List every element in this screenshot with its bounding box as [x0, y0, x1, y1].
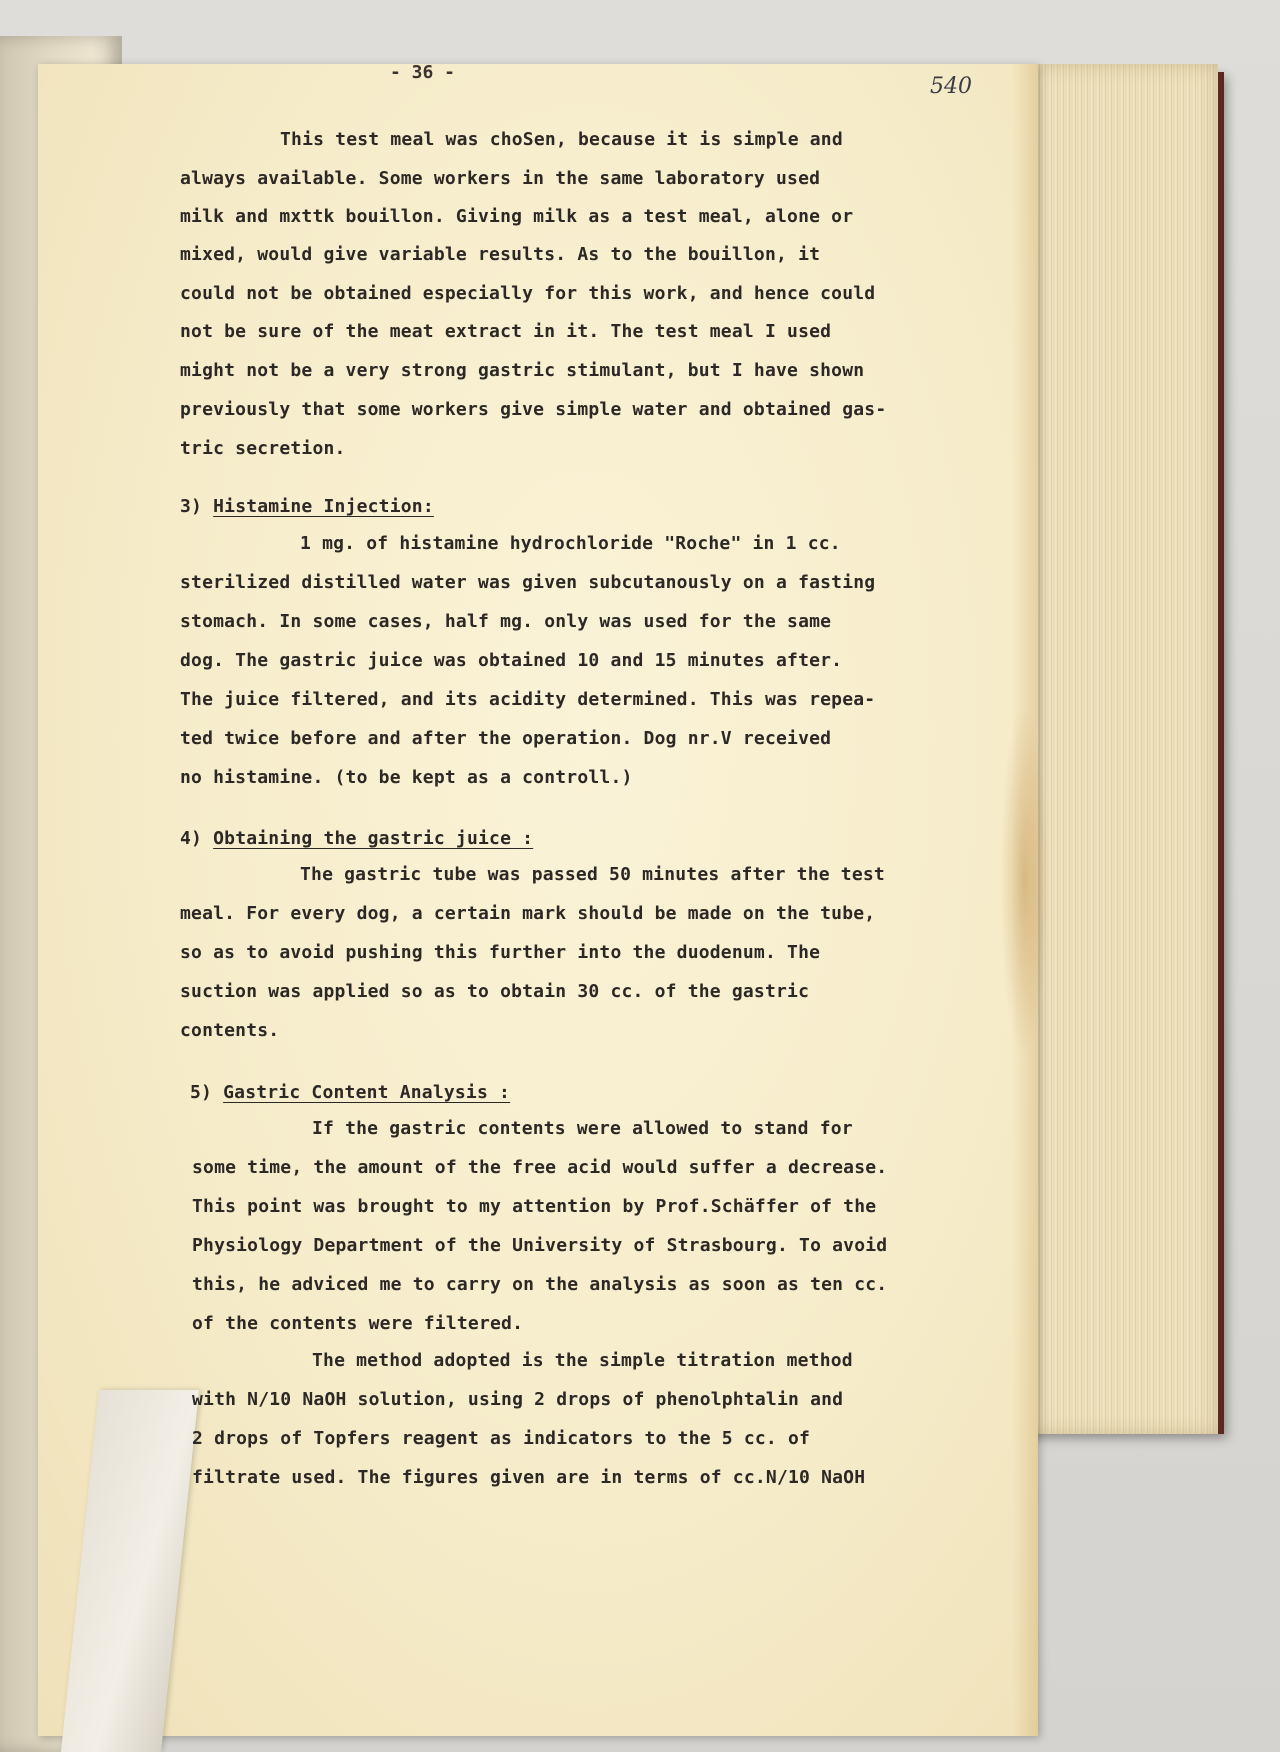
page-number: - 36 -	[390, 62, 456, 83]
text-line: dog. The gastric juice was obtained 10 and 15 minutes after.	[180, 650, 843, 671]
text-line: This test meal was choSen, because it is simple and	[280, 129, 843, 150]
text-line: The gastric tube was passed 50 minutes after the test	[300, 864, 885, 885]
text-line: milk and mxttk bouillon. Giving milk as a test meal, alone or	[180, 206, 854, 227]
text-line: Physiology Department of the University of Strasbourg. To avoid	[192, 1235, 888, 1256]
section-number: 4)	[180, 828, 203, 849]
text-line: The juice filtered, and its acidity determined. This was repea-	[180, 689, 876, 710]
text-line: meal. For every dog, a certain mark should be made on the tube,	[180, 903, 876, 924]
section-heading	[190, 1082, 510, 1103]
text-line: tric secretion.	[180, 438, 346, 459]
text-line: If the gastric contents were allowed to stand for	[312, 1118, 853, 1139]
text-line: 1 mg. of histamine hydrochloride "Roche" in 1 cc.	[300, 533, 841, 554]
text-line: filtrate used. The figures given are in terms of cc.N/10 NaOH	[192, 1467, 866, 1488]
text-line: The method adopted is the simple titration method	[312, 1350, 853, 1371]
section-title: Gastric Content Analysis :	[223, 1082, 511, 1103]
text-line: might not be a very strong gastric stimulant, but I have shown	[180, 360, 865, 381]
text-line: could not be obtained especially for this work, and hence could	[180, 283, 876, 304]
paper-stain	[1000, 700, 1048, 1060]
text-line: this, he adviced me to carry on the analysis as soon as ten cc.	[192, 1274, 888, 1295]
page-edges	[1028, 64, 1218, 1434]
section-title: Obtaining the gastric juice :	[213, 828, 534, 849]
text-line: ted twice before and after the operation. Dog nr.V received	[180, 728, 832, 749]
text-line: stomach. In some cases, half mg. only was used for the same	[180, 611, 832, 632]
text-line: no histamine. (to be kept as a controll.)	[180, 767, 633, 788]
text-line: so as to avoid pushing this further into the duodenum. The	[180, 942, 821, 963]
section-number: 5)	[190, 1082, 213, 1103]
text-line: previously that some workers give simple water and obtained gas-	[180, 399, 887, 420]
text-line: with N/10 NaOH solution, using 2 drops of phenolphtalin and	[192, 1389, 844, 1410]
text-line: not be sure of the meat extract in it. The test meal I used	[180, 321, 832, 342]
text-line: This point was brought to my attention by Prof.Schäffer of the	[192, 1196, 877, 1217]
text-line: suction was applied so as to obtain 30 cc. of the gastric	[180, 981, 810, 1002]
text-line: mixed, would give variable results. As to the bouillon, it	[180, 244, 821, 265]
text-line: sterilized distilled water was given subcutanously on a fasting	[180, 572, 876, 593]
text-line: some time, the amount of the free acid would suffer a decrease.	[192, 1157, 888, 1178]
text-line: 2 drops of Topfers reagent as indicators to the 5 cc. of	[192, 1428, 811, 1449]
text-line: contents.	[180, 1020, 280, 1041]
handwritten-folio-number: 540	[930, 74, 972, 99]
section-heading	[180, 828, 533, 849]
section-title: Histamine Injection:	[213, 496, 434, 517]
text-line: always available. Some workers in the same laboratory used	[180, 168, 821, 189]
text-line: of the contents were filtered.	[192, 1313, 524, 1334]
section-heading	[180, 496, 434, 517]
section-number: 3)	[180, 496, 203, 517]
